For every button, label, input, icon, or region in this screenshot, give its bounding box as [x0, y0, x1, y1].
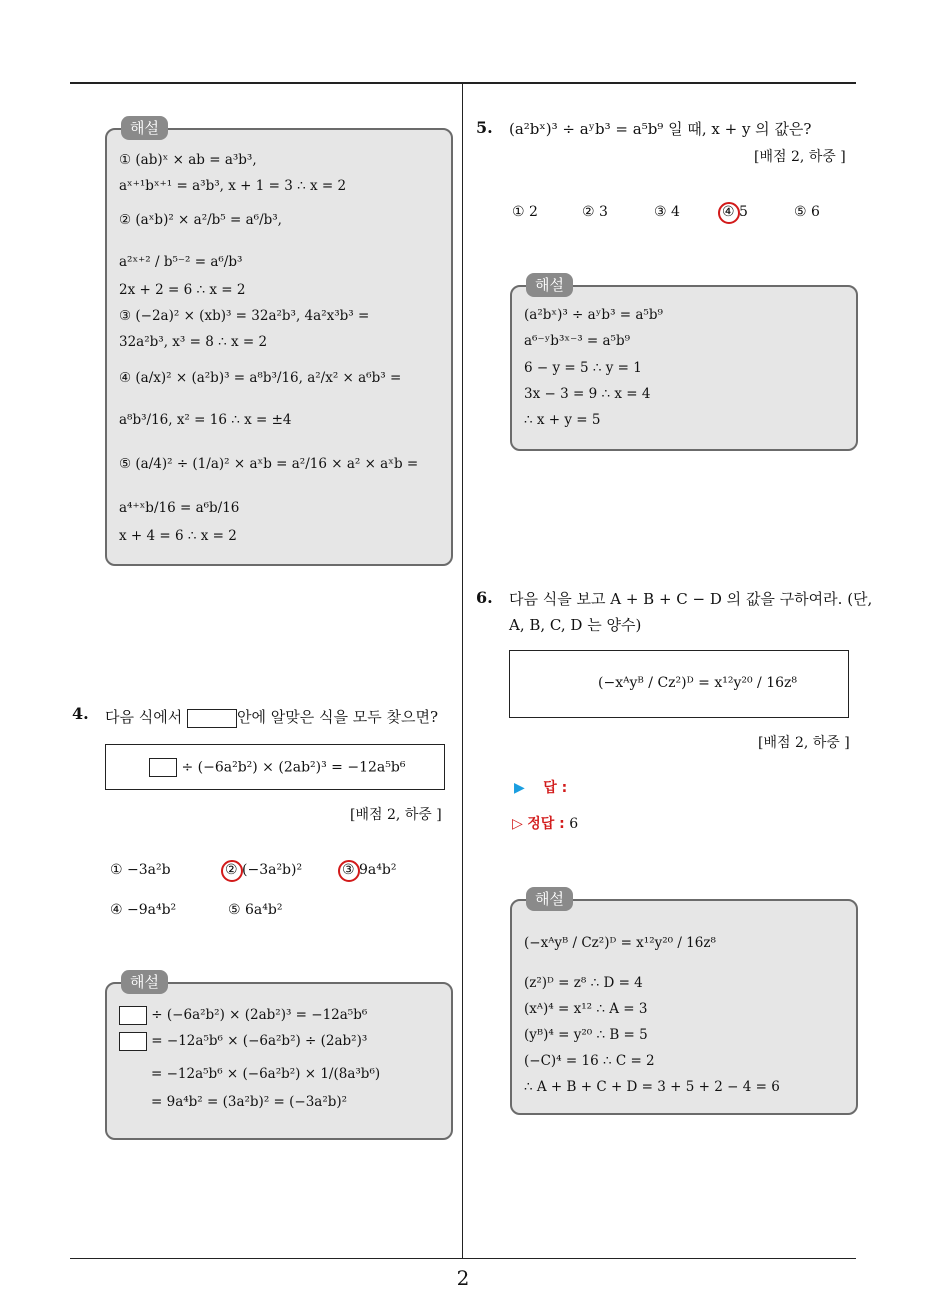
solution-line: 3x − 3 = 9 ∴ x = 4 [524, 386, 651, 402]
play-icon: ▶ [514, 780, 525, 796]
selected-mark [221, 860, 243, 882]
choice-2[interactable]: ② 3 [582, 204, 608, 220]
solution-line: 6 − y = 5 ∴ y = 1 [524, 360, 642, 376]
choice-5[interactable]: ⑤ 6a⁴b² [228, 902, 283, 918]
choice-3[interactable]: ③ 9a⁴b² [342, 862, 397, 878]
solution-line: aˣ⁺¹bˣ⁺¹ = a³b³, x + 1 = 3 ∴ x = 2 [119, 178, 347, 194]
solution-line: ① (ab)ˣ × ab = a³b³, [119, 152, 257, 168]
question-number: 5. [476, 118, 493, 137]
solution-line: ⑤ (a/4)² ÷ (1/a)² × aˣb = a²/16 × a² × aˣb = [119, 456, 419, 472]
solution-line: a⁶⁻ʸb³ˣ⁻³ = a⁵b⁹ [524, 333, 631, 349]
solution-line: ∴ A + B + C + D = 3 + 5 + 2 − 4 = 6 [524, 1079, 780, 1095]
solution-tag: 해설 [526, 887, 573, 911]
solution-line: ∴ x + y = 5 [524, 412, 601, 428]
answer-label: 답 : [543, 780, 568, 796]
solution-line: x + 4 = 6 ∴ x = 2 [119, 528, 237, 544]
answer-blank [187, 709, 237, 728]
page-number: 2 [456, 1266, 470, 1290]
correct-label: 정답 : [527, 816, 565, 832]
solution-box-q6 [510, 890, 858, 1115]
question-text: 다음 식을 보고 A + B + C − D 의 값을 구하여라. (단, [509, 590, 873, 608]
solution-line: 2x + 2 = 6 ∴ x = 2 [119, 282, 246, 298]
choice-1[interactable]: ① 2 [512, 204, 538, 220]
top-rule [70, 82, 856, 84]
solution-line: = −12a⁵b⁶ × (−6a²b²) ÷ (2ab²)³ [119, 1032, 367, 1051]
solution-line: ③ (−2a)² × (xb)³ = 32a²b³, 4a²x³b³ = [119, 308, 370, 324]
column-divider [462, 84, 463, 1258]
selected-mark [718, 202, 740, 224]
question-number: 4. [72, 704, 89, 723]
solution-line: ÷ (−6a²b²) × (2ab²)³ = −12a⁵b⁶ [119, 1006, 367, 1025]
solution-line: (xᴬ)⁴ = x¹² ∴ A = 3 [524, 1001, 648, 1017]
choice-4[interactable]: ④ −9a⁴b² [110, 902, 177, 918]
solution-box-q5 [510, 276, 858, 451]
question-text [105, 706, 438, 728]
answer-blank [119, 1032, 147, 1051]
solution-box-q4 [105, 973, 453, 1140]
solution-box-prev [105, 119, 453, 566]
question-text-before: 다음 식에서 [105, 708, 183, 726]
solution-line: a²ˣ⁺² / b⁵⁻² = a⁶/b³ [119, 254, 243, 270]
solution-line: (−xᴬyᴮ / Cz²)ᴰ = x¹²y²⁰ / 16z⁸ [524, 935, 716, 951]
solution-line: (−C)⁴ = 16 ∴ C = 2 [524, 1053, 655, 1069]
solution-tag: 해설 [526, 273, 573, 297]
answer-blank [119, 1006, 147, 1025]
outline-play-icon: ▷ [512, 816, 523, 832]
score-label: [배점 2, 하중 ] [758, 735, 850, 751]
choice-3[interactable]: ③ 4 [654, 204, 680, 220]
solution-line: ② (aˣb)² × a²/b⁵ = a⁶/b³, [119, 212, 282, 228]
expression-text: ÷ (−6a²b²) × (2ab²)³ = −12a⁵b⁶ [181, 759, 406, 776]
expression: (−xᴬyᴮ / Cz²)ᴰ = x¹²y²⁰ / 16z⁸ [598, 675, 797, 691]
question-text: A, B, C, D 는 양수) [509, 616, 642, 634]
solution-line: = −12a⁵b⁶ × (−6a²b²) × 1/(8a³b⁶) [151, 1066, 381, 1082]
solution-line: ④ (a/x)² × (a²b)³ = a⁸b³/16, a²/x² × a⁶b³ = [119, 370, 402, 386]
choice-2[interactable]: ② (−3a²b)² [225, 862, 303, 878]
answer-blank [149, 758, 177, 777]
solution-tag: 해설 [121, 116, 168, 140]
selected-mark [338, 860, 360, 882]
question-text: (a²bˣ)³ ÷ aʸb³ = a⁵b⁹ 일 때, x + y 의 값은? [509, 120, 812, 138]
solution-line: (a²bˣ)³ ÷ aʸb³ = a⁵b⁹ [524, 307, 663, 323]
choice-1[interactable]: ① −3a²b [110, 862, 171, 878]
correct-value: 6 [569, 816, 579, 832]
bottom-rule [70, 1258, 856, 1259]
solution-line: (yᴮ)⁴ = y²⁰ ∴ B = 5 [524, 1027, 648, 1043]
expression [149, 758, 405, 777]
solution-line: a⁴⁺ˣb/16 = a⁶b/16 [119, 500, 240, 516]
solution-line: (z²)ᴰ = z⁸ ∴ D = 4 [524, 975, 643, 991]
choice-5[interactable]: ⑤ 6 [794, 204, 820, 220]
solution-tag: 해설 [121, 970, 168, 994]
correct-answer-row [512, 813, 578, 833]
score-label: [배점 2, 하중 ] [350, 807, 442, 823]
question-number: 6. [476, 588, 493, 607]
choice-4[interactable]: ④ 5 [722, 204, 748, 220]
question-text-after: 안에 알맞은 식을 모두 찾으면? [237, 708, 438, 726]
solution-line: a⁸b³/16, x² = 16 ∴ x = ±4 [119, 412, 292, 428]
solution-line: = 9a⁴b² = (3a²b)² = (−3a²b)² [151, 1094, 348, 1110]
score-label: [배점 2, 하중 ] [754, 149, 846, 165]
solution-line: 32a²b³, x³ = 8 ∴ x = 2 [119, 334, 268, 350]
answer-row [514, 777, 567, 797]
